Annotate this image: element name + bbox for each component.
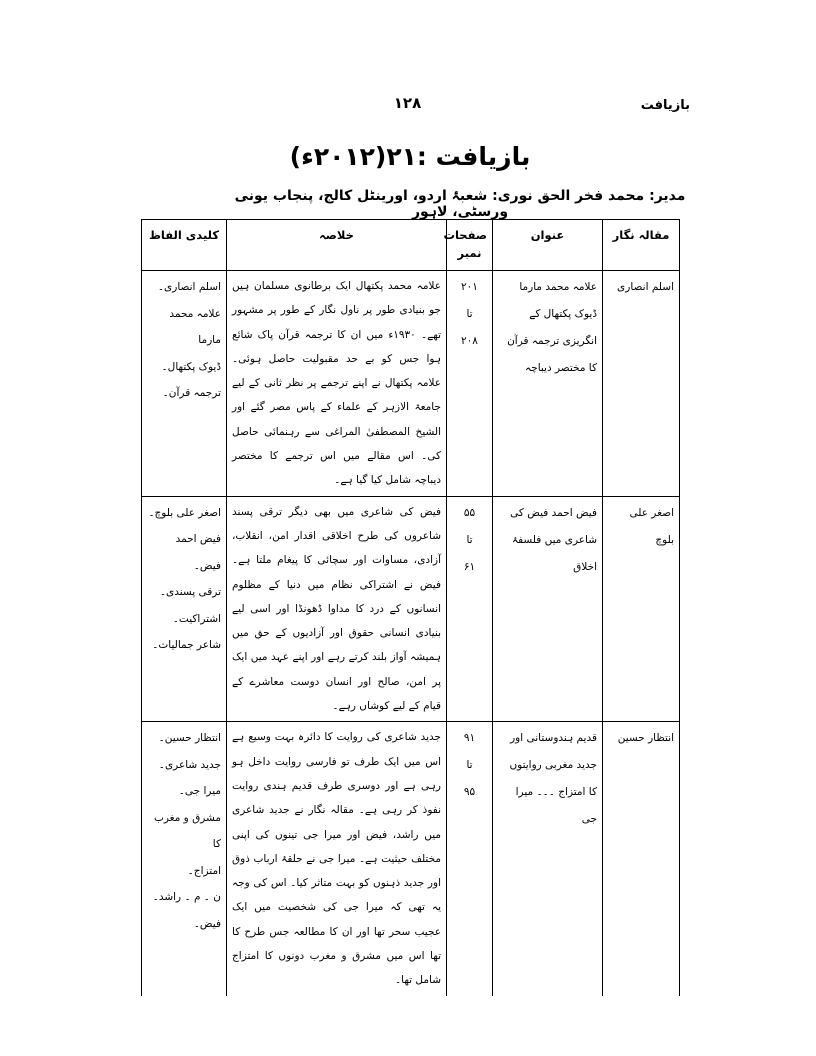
table-row — [142, 271, 680, 497]
keyword: اشتراکیت۔ — [172, 612, 221, 625]
page-end: ۹۵ — [463, 786, 476, 799]
cell-pages — [447, 271, 493, 497]
cell-title: فیض احمد فیض کی شاعری میں فلسفۂ اخلاق — [493, 496, 603, 722]
cell-author: اسلم انصاری — [603, 271, 680, 497]
page-end: ۶۱ — [463, 560, 476, 573]
page-start: ۵۵ — [463, 506, 476, 519]
header-keywords: کلیدی الفاظ — [142, 220, 227, 271]
cell-keywords — [142, 271, 227, 497]
articles-table — [141, 219, 680, 996]
cell-author: انتظار حسین — [603, 722, 680, 996]
keyword: اصغر علی بلوچ۔ — [148, 506, 221, 519]
cell-keywords — [142, 722, 227, 996]
table-header-row — [142, 220, 680, 271]
cell-pages — [447, 496, 493, 722]
cell-summary: جدید شاعری کی روایت کا دائرہ بہت وسیع ہے اس میں ایک طرف تو فارسی روایت داخل ہو رہی ہے اور دوسری طرف قدیم ہندی روایت نفوذ کر رہی ہے۔ مقالہ نگار نے جدید شاعری میں راشد، فیض اور میرا جی تینوں کی اپنی مختلف حیثیت ہے۔ میرا جی نے حلقۂ ارباب ذوق اور جدید ذہنوں کو بہت متاثر کیا۔ اس کی وجہ یہ تھی کہ میرا جی کی شخصیت میں ایک عجیب سحر تھا اور ان کا مطالعہ جس طرح کا تھا اس میں مشرق و مغرب دونوں کا امتزاج شامل تھا۔ — [227, 722, 447, 996]
page-start: ۹۱ — [463, 732, 476, 745]
cell-author: اصغر علی بلوچ — [603, 496, 680, 722]
keyword: فیض احمد فیض۔ — [175, 533, 221, 572]
header-summary: خلاصہ — [227, 220, 447, 271]
keyword: شاعر جمالیات۔ — [152, 639, 221, 652]
cell-pages — [447, 722, 493, 996]
keyword: امتزاج۔ — [187, 864, 221, 877]
header-author: مقالہ نگار — [603, 220, 680, 271]
page-start: ۲۰۱ — [461, 281, 478, 293]
keyword: جدید شاعری۔ — [158, 758, 221, 771]
keyword: فیض۔ — [193, 917, 221, 930]
keyword: علامہ محمد مارما — [169, 307, 221, 346]
page-range-word: تا — [466, 533, 473, 546]
journal-name: بازیافت — [640, 98, 690, 113]
page-range-word: تا — [466, 308, 473, 320]
keyword: مشرق و مغرب کا — [153, 811, 221, 851]
cell-summary: فیض کی شاعری میں بھی دیگر ترقی پسند شاعروں کی طرح اخلاقی اقدار امن، انقلاب، آزادی، مساوات اور سچائی کا پیغام ملتا ہے۔ فیض نے اشتراکی نظام میں دنیا کے مظلوم انسانوں کے درد کا مداوا ڈھونڈا اور اسی لیے بنیادی انسانی حقوق اور آزادیوں کے حق میں ہمیشہ آواز بلند کرتے رہے اور اپنے عہد میں ایک پر امن، صالح اور انسان دوست معاشرے کے قیام کے لیے کوشاں رہے۔ — [227, 496, 447, 722]
table-row — [142, 496, 680, 722]
keyword: ترجمہ قرآن۔ — [162, 387, 221, 399]
keyword: ن ۔ م ۔ راشد۔ — [152, 891, 221, 904]
running-header — [125, 94, 690, 118]
keyword: میرا جی۔ — [178, 785, 221, 798]
articles-table-container — [141, 219, 679, 987]
cell-title: قدیم ہندوستانی اور جدید مغربی روایتوں کا امتزاج ۔۔۔ میرا جی — [493, 722, 603, 996]
keyword: اسلم انصاری۔ — [157, 281, 221, 293]
editor-line: مدیر: محمد فخر الحق نوری: شعبۂ اردو، اورینٹل کالج، پنجاب یونی ورسٹی، لاہور — [234, 188, 686, 220]
page-end: ۲۰۸ — [461, 335, 478, 347]
issue-title: بازیافت :۲۱(۲۰۱۲ء) — [289, 142, 531, 171]
header-title: عنوان — [493, 220, 603, 271]
cell-summary: علامہ محمد پکتھال ایک برطانوی مسلمان ہیں جو بنیادی طور پر ناول نگار کے طور پر مشہور تھے۔ ۱۹۳۰ء میں ان کا ترجمہ قرآن پاک شائع ہوا جس کو بے حد مقبولیت حاصل ہوئی۔ علامہ پکتھال نے اپنے ترجمے پر نظر ثانی کے لیے جامعۃ الازہر کے علماء کے پاس مصر گئے اور الشیخ المصطفیٰ المراغی سے رہنمائی حاصل کی۔ اس مقالے میں اس ترجمے کا مختصر دیباچہ شامل کیا گیا ہے۔ — [227, 271, 447, 497]
keyword: انتظار حسین۔ — [158, 732, 221, 745]
header-pages: صفحات نمبر — [447, 220, 493, 271]
page-range-word: تا — [466, 759, 473, 772]
keyword: ڈیوک پکتھال۔ — [161, 360, 221, 373]
table-row — [142, 722, 680, 996]
cell-keywords — [142, 496, 227, 722]
page-number: ۱۲۸ — [393, 94, 422, 112]
keyword: ترقی پسندی۔ — [159, 586, 221, 599]
cell-title: علامہ محمد مارما ڈیوک پکتھال کے انگریزی ترجمہ قرآن کا مختصر دیباچہ — [493, 271, 603, 497]
